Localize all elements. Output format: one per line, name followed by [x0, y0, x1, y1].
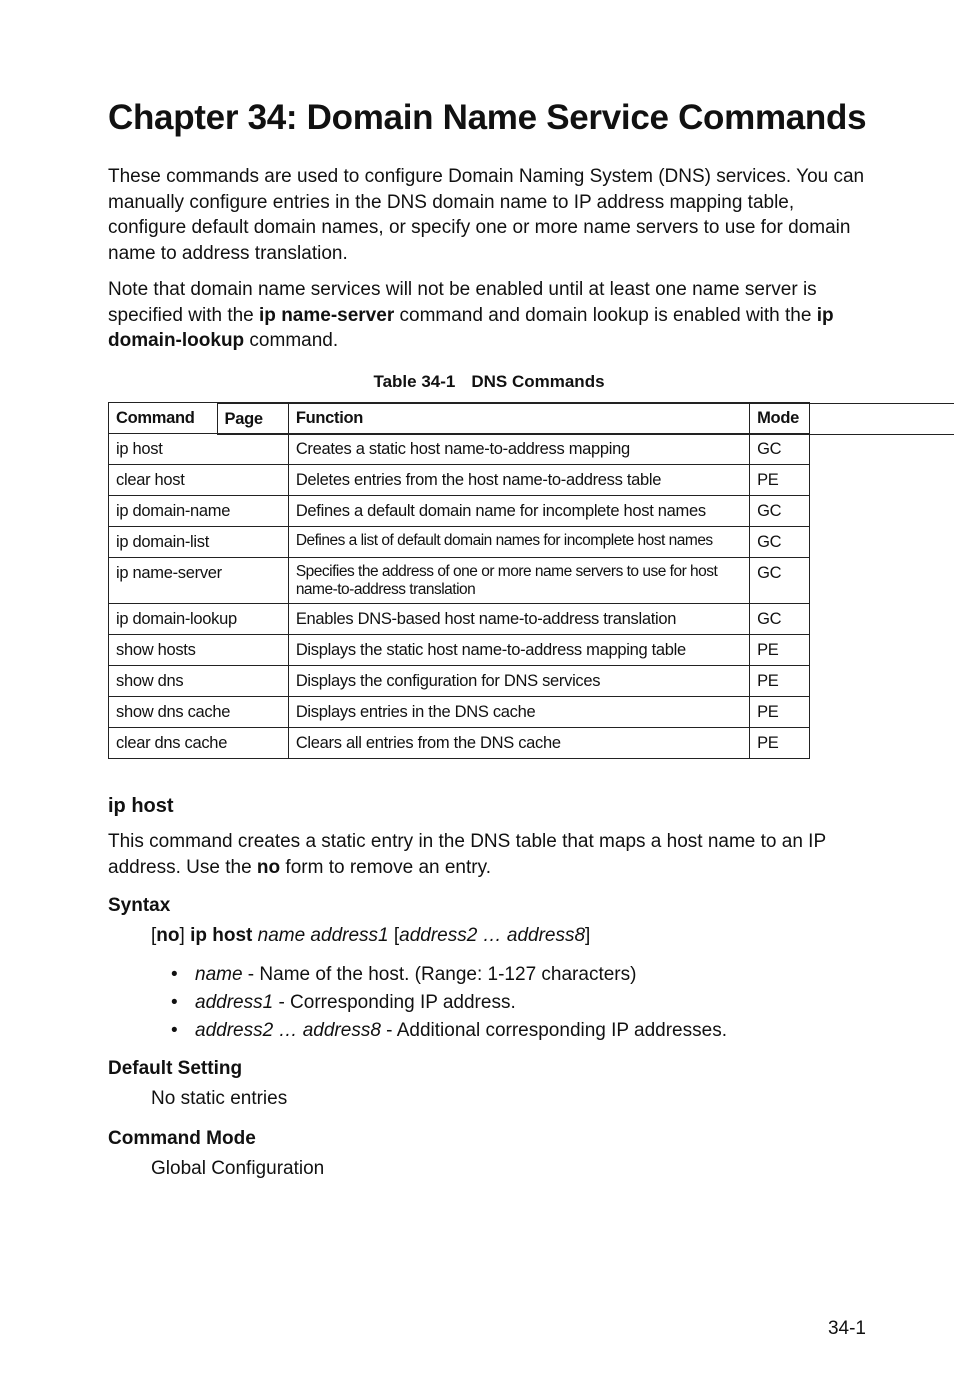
cell-mode: GC: [750, 496, 810, 527]
cell-command: show hosts: [109, 635, 289, 666]
param-term: name: [195, 964, 243, 985]
header-page: Page: [217, 403, 954, 435]
note-text: command.: [244, 330, 339, 351]
cell-command: clear dns cache: [109, 728, 289, 759]
cell-command: ip name-server: [109, 558, 289, 604]
command-mode-heading: Command Mode: [108, 1128, 256, 1149]
param-term: address2 … address8: [195, 1020, 381, 1041]
note-paragraph: [108, 277, 870, 354]
cell-command: ip host: [109, 434, 289, 465]
syntax-no: no: [156, 925, 180, 946]
syntax-bracket: ]: [585, 925, 591, 946]
syntax-optional-args: address2 … address8: [399, 925, 586, 946]
param-desc: - Corresponding IP address.: [273, 992, 516, 1013]
table-row: [109, 666, 870, 697]
cell-command: clear host: [109, 465, 289, 496]
table-row: [109, 527, 870, 558]
intro-paragraph: These commands are used to configure Domain Naming System (DNS) services. You can manually configure entries in the DNS domain name to IP address mapping table, configure default domain names, or specify one or more name servers to use for domain name to address translation.: [108, 166, 865, 264]
desc-text: form to remove an entry.: [280, 856, 491, 878]
cell-command: show dns: [109, 666, 289, 697]
desc-text: This command creates a static entry in the DNS table that maps a host name to an IP address. Use the: [108, 831, 826, 878]
bullet: •: [171, 964, 178, 985]
cell-function: Defines a list of default domain names for incomplete host names: [288, 527, 749, 558]
dns-commands-table: [108, 402, 870, 759]
table-caption-title: DNS Commands: [471, 372, 605, 391]
table-row: [109, 728, 870, 759]
cell-mode: PE: [750, 728, 810, 759]
note-text: command and domain lookup is enabled with the: [394, 304, 817, 326]
section-description: [108, 829, 870, 880]
table-row: [109, 496, 870, 527]
chapter-title: Chapter 34: Domain Name Service Commands: [108, 98, 867, 137]
list-item: [171, 1018, 727, 1046]
table-caption: [108, 372, 870, 392]
syntax-command: ip host: [190, 925, 253, 946]
default-setting-heading: Default Setting: [108, 1058, 243, 1079]
section-title: ip host: [108, 795, 174, 817]
note-text: Note that domain name services will not be enabled until at least one name server is specified with the: [108, 279, 817, 326]
cell-function: Deletes entries from the host name-to-address table: [288, 465, 749, 496]
cell-mode: GC: [750, 527, 810, 558]
list-item: [171, 990, 727, 1018]
cell-function: Clears all entries from the DNS cache: [288, 728, 749, 759]
cell-mode: PE: [750, 635, 810, 666]
cell-function: Enables DNS-based host name-to-address translation: [288, 604, 749, 635]
list-item: [171, 962, 727, 990]
cell-function: Displays the static host name-to-address mapping table: [288, 635, 749, 666]
syntax-bracket: [: [388, 925, 400, 946]
no-keyword: no: [256, 856, 281, 878]
param-desc: - Additional corresponding IP addresses.: [380, 1020, 727, 1041]
bullet: •: [171, 1020, 178, 1041]
bullet: •: [171, 992, 178, 1013]
cell-function: Displays the configuration for DNS services: [288, 666, 749, 697]
cell-page: [217, 403, 954, 435]
cell-function: Displays entries in the DNS cache: [288, 697, 749, 728]
cell-command: ip domain-lookup: [109, 604, 289, 635]
cell-mode: GC: [750, 434, 810, 465]
table-row: [109, 465, 870, 496]
table-row: [109, 434, 870, 465]
parameter-list: [171, 962, 727, 1046]
syntax-line: [151, 925, 590, 947]
syntax-args: name address1: [252, 925, 389, 946]
cell-mode: PE: [750, 666, 810, 697]
table-row: [109, 558, 870, 604]
header-command: Command: [109, 403, 289, 434]
syntax-bracket: [: [151, 925, 157, 946]
cell-function: Creates a static host name-to-address mapping: [288, 434, 749, 465]
cell-mode: PE: [750, 465, 810, 496]
cell-mode: GC: [750, 558, 810, 604]
param-desc: - Name of the host. (Range: 1-127 characters): [242, 964, 637, 985]
table-row: [109, 635, 870, 666]
param-term: address1: [195, 992, 274, 1013]
cell-mode: PE: [750, 697, 810, 728]
cell-command: show dns cache: [109, 697, 289, 728]
header-mode: Mode: [750, 403, 810, 434]
default-setting-value: No static entries: [151, 1088, 288, 1109]
ip-domain-lookup-cmd: ip domain-lookup: [108, 304, 834, 351]
page-number: 34-1: [827, 1318, 866, 1339]
cell-function: Specifies the address of one or more name servers to use for host name-to-address translation: [288, 558, 749, 604]
table-row: [109, 604, 870, 635]
syntax-bracket: ]: [179, 925, 191, 946]
cell-function: Defines a default domain name for incomplete host names: [288, 496, 749, 527]
table-caption-number: Table 34-1: [373, 372, 456, 391]
syntax-heading: Syntax: [108, 895, 171, 916]
table-row: [109, 697, 870, 728]
cell-command: ip domain-name: [109, 496, 289, 527]
cell-command: ip domain-list: [109, 527, 289, 558]
command-mode-value: Global Configuration: [151, 1158, 325, 1179]
header-function: Function: [288, 403, 749, 434]
cell-mode: GC: [750, 604, 810, 635]
ip-name-server-cmd: ip name-server: [259, 304, 395, 326]
